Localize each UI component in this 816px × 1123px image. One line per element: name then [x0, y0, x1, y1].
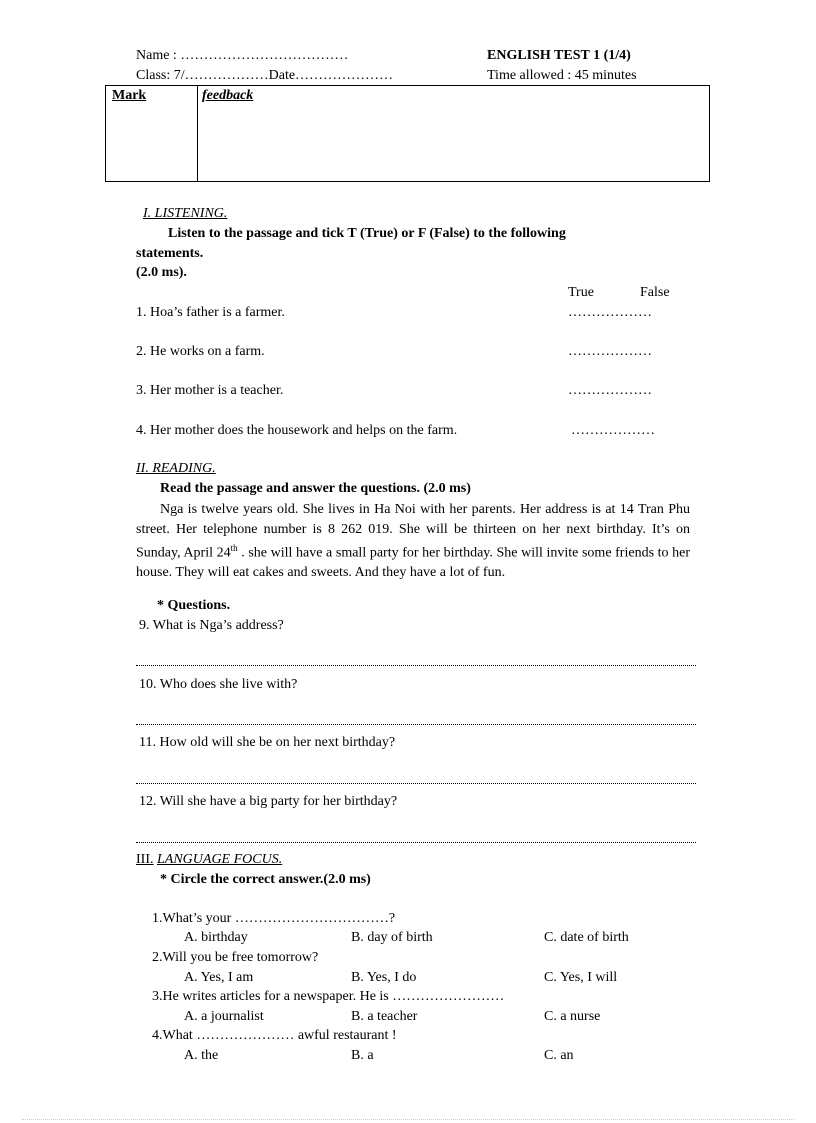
answer-blank[interactable]: ………………	[568, 305, 652, 320]
answer-blank[interactable]: ………………	[568, 383, 652, 398]
reading-question: 11. How old will she be on her next birthday?	[139, 735, 396, 750]
option-c[interactable]: C. an	[544, 1048, 574, 1063]
heading-text: LANGUAGE FOCUS.	[157, 852, 283, 867]
reading-passage	[136, 500, 690, 583]
option-a[interactable]: A. a journalist	[184, 1009, 264, 1024]
reading-instruction: Read the passage and answer the questions. (2.0 ms)	[160, 481, 471, 496]
option-b[interactable]: B. a teacher	[351, 1009, 418, 1024]
true-column-header: True	[568, 285, 594, 300]
page-edge	[22, 1118, 794, 1120]
box-divider	[197, 86, 198, 181]
mc-question: 1.What’s your ……………………………?	[152, 911, 396, 926]
option-c[interactable]: C. a nurse	[544, 1009, 601, 1024]
mc-question: 4.What ………………… awful restaurant !	[152, 1028, 397, 1043]
mc-question: 3.He writes articles for a newspaper. He is ……………………	[152, 989, 505, 1004]
listening-heading: I. LISTENING.	[143, 206, 228, 221]
mark-label: Mark	[112, 88, 147, 103]
test-title: ENGLISH TEST 1 (1/4)	[487, 48, 631, 63]
mark-feedback-box	[105, 85, 710, 182]
option-a[interactable]: A. Yes, I am	[184, 970, 254, 985]
option-b[interactable]: B. a	[351, 1048, 374, 1063]
language-focus-heading	[136, 852, 282, 868]
reading-heading: II. READING.	[136, 461, 216, 476]
listening-statement: 1. Hoa’s father is a farmer.	[136, 305, 285, 320]
answer-line[interactable]	[136, 782, 696, 784]
option-c[interactable]: C. Yes, I will	[544, 970, 618, 985]
passage-text-1: Nga is twelve years old. She lives in Ha Noi with her parents. Her address is at 14 Tran Phu street. Her telephone number is 8 262 019. She will be thirteen on her next birthday. It’s on Sunday, April 24	[136, 502, 690, 561]
passage-text-2: . she will have a small party for her birthday. She will invite some friends to her house. They will eat cakes and sweets. And they have a lot of fun.	[136, 545, 691, 581]
mc-question: 2.Will you be free tomorrow?	[152, 950, 319, 965]
passage-superscript: th	[230, 543, 238, 554]
listening-statement: 3. Her mother is a teacher.	[136, 383, 284, 398]
listening-statement: 4. Her mother does the housework and helps on the farm.	[136, 423, 458, 438]
reading-question: 12. Will she have a big party for her birthday?	[139, 794, 398, 809]
answer-line[interactable]	[136, 841, 696, 843]
false-column-header: False	[640, 285, 670, 300]
option-b[interactable]: B. Yes, I do	[351, 970, 417, 985]
answer-line[interactable]	[136, 664, 696, 666]
reading-question: 10. Who does she live with?	[139, 677, 298, 692]
answer-blank[interactable]: ………………	[571, 423, 655, 438]
reading-question: 9. What is Nga’s address?	[139, 618, 284, 633]
feedback-label: feedback	[202, 88, 254, 103]
answer-blank[interactable]: ………………	[568, 344, 652, 359]
option-c[interactable]: C. date of birth	[544, 930, 629, 945]
listening-statement: 2. He works on a farm.	[136, 344, 265, 359]
option-b[interactable]: B. day of birth	[351, 930, 433, 945]
listening-instruction-line2: statements.	[136, 246, 204, 261]
time-allowed: Time allowed : 45 minutes	[487, 68, 637, 83]
option-a[interactable]: A. birthday	[184, 930, 248, 945]
name-field: Name : ………………………………	[136, 48, 349, 63]
class-date-field: Class: 7/………………Date…………………	[136, 68, 394, 83]
language-focus-instruction: * Circle the correct answer.(2.0 ms)	[160, 872, 371, 887]
listening-instruction-line1: Listen to the passage and tick T (True) or F (False) to the following	[168, 226, 566, 241]
questions-label: * Questions.	[157, 598, 231, 613]
heading-number: III.	[136, 852, 154, 867]
answer-line[interactable]	[136, 723, 696, 725]
listening-points: (2.0 ms).	[136, 265, 187, 280]
option-a[interactable]: A. the	[184, 1048, 219, 1063]
